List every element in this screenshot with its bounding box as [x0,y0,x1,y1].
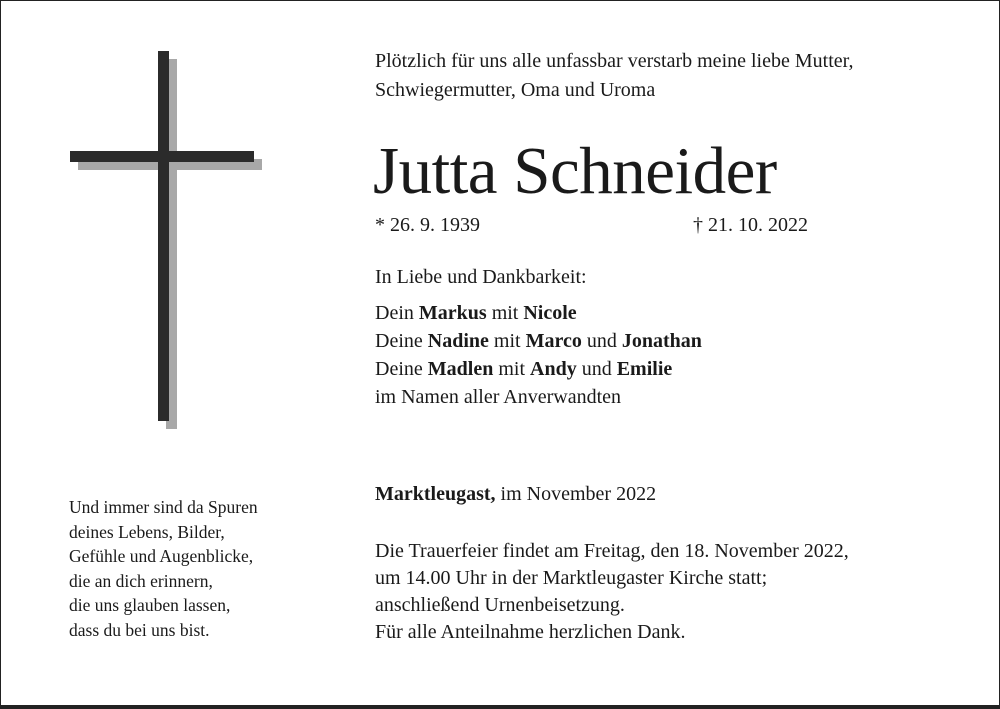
death-date: † 21. 10. 2022 [693,214,808,236]
intro-line-1: Plötzlich für uns alle unfassbar verstarb meine liebe Mutter, [375,50,854,72]
mourner-line-2: Deine Nadine mit Marco und Jonathan [375,330,702,352]
cross-horizontal-beam [70,151,254,162]
cross-vertical-beam [158,51,169,421]
poem-line: die uns glauben lassen, [69,595,231,615]
intro-line-2: Schwiegermutter, Oma und Uroma [375,79,656,101]
service-line-1: Die Trauerfeier findet am Freitag, den 18. November 2022, [375,540,849,562]
mourner-line-3: Deine Madlen mit Andy und Emilie [375,358,673,380]
service-line-4: Für alle Anteilnahme herzlichen Dank. [375,621,686,643]
birth-date: * 26. 9. 1939 [375,214,480,236]
mourners-block [375,263,702,411]
service-line-2: um 14.00 Uhr in der Marktleugaster Kirche statt; [375,567,768,589]
mourner-line-1: Dein Markus mit Nicole [375,302,577,324]
mourner-line-4: im Namen aller Anverwandten [375,386,622,408]
place-town: Marktleugast, [375,483,496,505]
poem-line: dass du bei uns bist. [69,619,210,640]
mourners-lead: In Liebe und Dankbarkeit: [375,266,587,288]
deceased-name: Jutta Schneider [373,134,777,208]
poem-line: Und immer sind da Spuren [69,497,258,517]
announcement-intro [375,47,854,105]
memorial-poem [69,495,258,642]
place-date: im November 2022 [495,483,657,505]
poem-line: die an dich erinnern, [69,570,213,591]
funeral-service-info [375,538,849,646]
poem-line: Gefühle und Augenblicke, [69,546,254,566]
service-line-3: anschließend Urnenbeisetzung. [375,594,625,616]
place-and-date [375,480,656,508]
cross-icon [1,1,301,441]
poem-line: deines Lebens, Bilder, [69,521,225,542]
